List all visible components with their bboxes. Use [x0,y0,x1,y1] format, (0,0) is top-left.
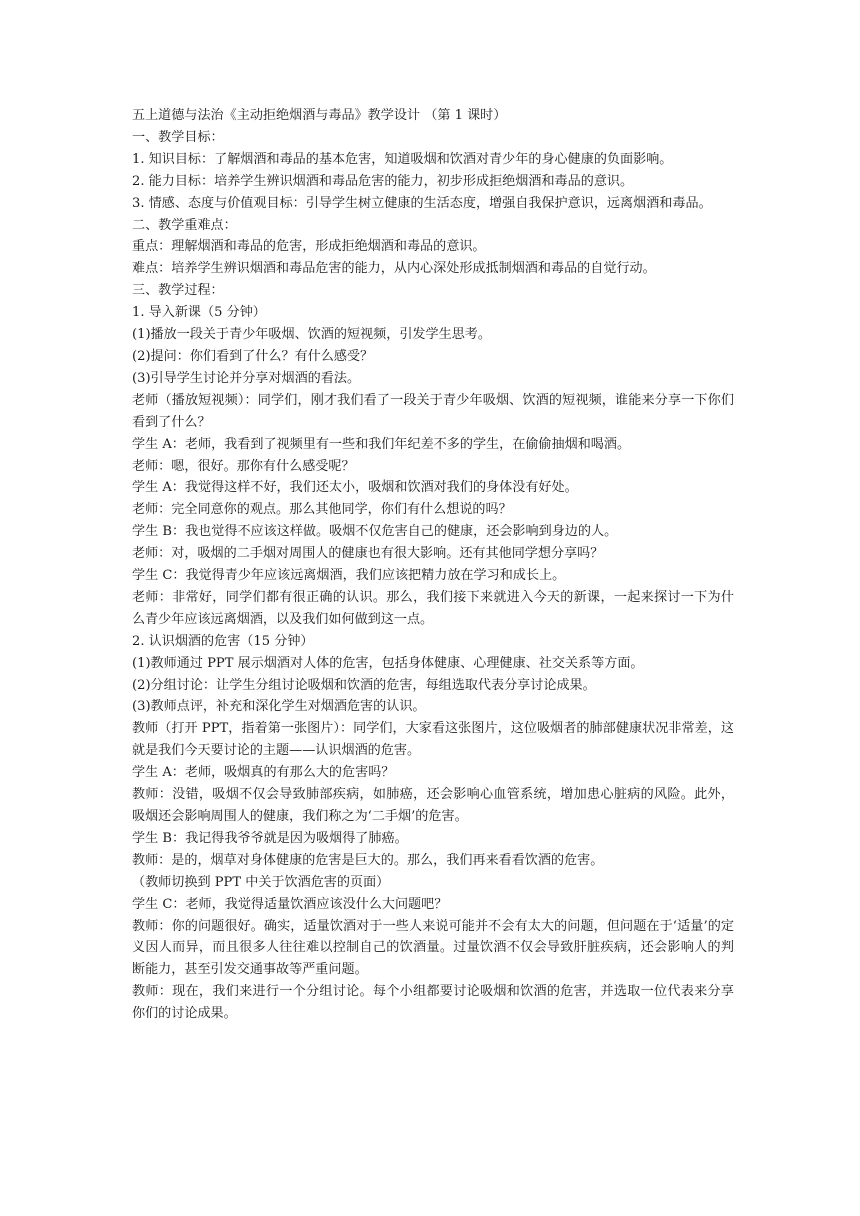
paragraph: 2. 能力目标：培养学生辨识烟酒和毒品危害的能力，初步形成拒绝烟酒和毒品的意识。 [132,173,634,189]
section-heading-objectives: 一、教学目标： [132,129,224,145]
dialogue-line: 学生 B：我记得我爷爷就是因为吸烟得了肺癌。 [132,830,408,846]
dialogue-line: 学生 B：我也觉得不应该这样做。吸烟不仅危害自己的健康，还会影响到身边的人。 [132,524,618,540]
dialogue-line: 教师：是的，烟草对身体健康的危害是巨大的。那么，我们再来看看饮酒的危害。 [132,852,604,868]
dialogue-line: 教师：没错，吸烟不仅会导致肺部疾病，如肺癌，还会影响心血管系统，增加患心脏病的风险。此外，吸烟还会影响周围人的健康，我们称之为‘二手烟’的危害。 [132,787,734,824]
subsection-heading: 2. 认识烟酒的危害（15 分钟） [132,633,314,649]
dialogue-line: 学生 A：我觉得这样不好，我们还太小，吸烟和饮酒对我们的身体没有好处。 [132,480,578,496]
section-heading-key-points: 二、教学重难点： [132,217,237,233]
dialogue-line: 老师：非常好，同学们都有很正确的认识。那么，我们接下来就进入今天的新课，一起来探讨一下为什么青少年应该远离烟酒，以及我们如何做到这一点。 [132,589,734,627]
paragraph: 1. 知识目标：了解烟酒和毒品的基本危害，知道吸烟和饮酒对青少年的身心健康的负面影响。 [132,151,673,167]
dialogue-line: 学生 A：老师，吸烟真的有那么大的危害吗？ [132,765,395,781]
paragraph: 重点：理解烟酒和毒品的危害，形成拒绝烟酒和毒品的意识。 [132,239,486,255]
dialogue-line: 老师（播放短视频）：同学们，刚才我们看了一段关于青少年吸烟、饮酒的短视频，谁能来分享一下你们看到了什么？ [132,392,734,430]
subsection-heading: 1. 导入新课（5 分钟） [132,305,266,321]
paragraph: (2)分组讨论：让学生分组讨论吸烟和饮酒的危害，每组选取代表分享讨论成果。 [132,677,596,693]
paragraph: (1)教师通过 PPT 展示烟酒对人体的危害，包括身体健康、心理健康、社交关系等方面。 [132,655,644,671]
dialogue-line: 老师：嗯，很好。那你有什么感受呢？ [132,458,355,474]
dialogue-line: 老师：完全同意你的观点。那么其他同学，你们有什么想说的吗？ [132,502,512,518]
paragraph: (2)提问：你们看到了什么？有什么感受？ [132,348,374,364]
dialogue-line: 教师（打开 PPT，指着第一张图片）：同学们，大家看这张图片，这位吸烟者的肺部健康状况非常差，这就是我们今天要讨论的主题——认识烟酒的危害。 [132,721,734,759]
paragraph: 3. 情感、态度与价值观目标：引导学生树立健康的生活态度，增强自我保护意识，远离烟酒和毒品。 [132,195,712,211]
paragraph: (3)引导学生讨论并分享对烟酒的看法。 [132,370,361,386]
paragraph: (1)播放一段关于青少年吸烟、饮酒的短视频，引发学生思考。 [132,327,491,343]
section-heading-process: 三、教学过程： [132,283,224,299]
document-title: 五上道德与法治《主动拒绝烟酒与毒品》教学设计 （第 1 课时） [132,108,507,123]
document-page [132,105,734,1025]
paragraph: 难点：培养学生辨识烟酒和毒品危害的能力，从内心深处形成抵制烟酒和毒品的自觉行动。 [132,261,656,277]
dialogue-line: 教师：现在，我们来进行一个分组讨论。每个小组都要讨论吸烟和饮酒的危害，并选取一位代表来分享你们的讨论成果。 [132,984,734,1022]
dialogue-line: 老师：对，吸烟的二手烟对周围人的健康也有很大影响。还有其他同学想分享吗？ [132,546,604,562]
dialogue-line: 教师：你的问题很好。确实，适量饮酒对于一些人来说可能并不会有太大的问题，但问题在于‘适量’的定义因人而异，而且很多人往往难以控制自己的饮酒量。过量饮酒不仅会导致肝脏疾病，还会影响人的判断能力，甚至引发交通事故等严重问题。 [132,918,734,978]
dialogue-line: 学生 A：老师，我看到了视频里有一些和我们年纪差不多的学生，在偷偷抽烟和喝酒。 [132,436,631,452]
stage-direction: （教师切换到 PPT 中关于饮酒危害的页面） [132,874,390,890]
paragraph: (3)教师点评，补充和深化学生对烟酒危害的认识。 [132,699,426,715]
dialogue-line: 学生 C：我觉得青少年应该远离烟酒，我们应该把精力放在学习和成长上。 [132,568,566,584]
dialogue-line: 学生 C：老师，我觉得适量饮酒应该没什么大问题吧？ [132,896,448,912]
